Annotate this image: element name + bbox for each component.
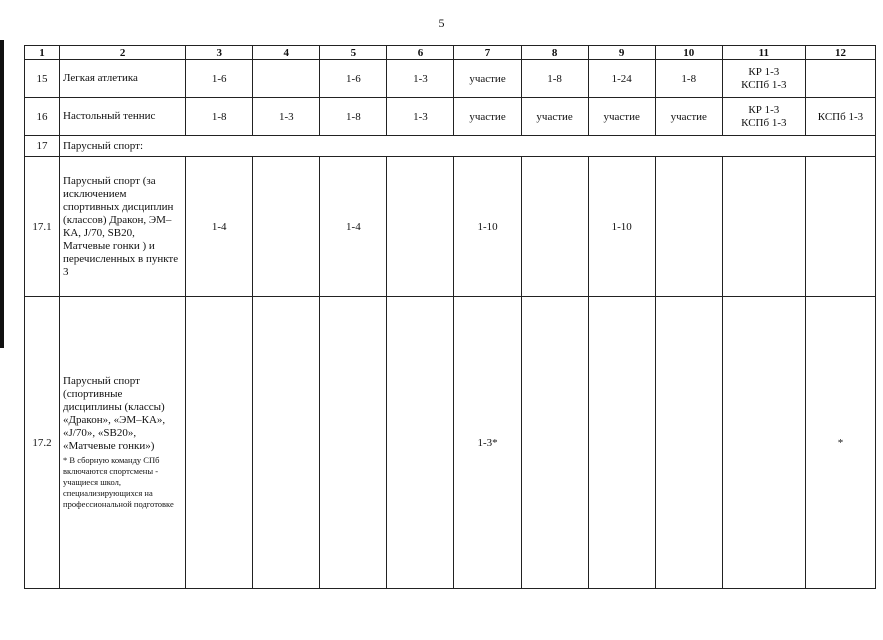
table-cell: 1-10 bbox=[454, 157, 521, 297]
results-table bbox=[24, 45, 876, 589]
table-row bbox=[25, 60, 876, 98]
table-cell: участие bbox=[521, 98, 588, 136]
table-cell: участие bbox=[655, 98, 722, 136]
table-cell bbox=[722, 98, 805, 136]
table-row bbox=[25, 98, 876, 136]
col-header-10: 10 bbox=[655, 46, 722, 60]
col-header-5: 5 bbox=[320, 46, 387, 60]
table-cell bbox=[387, 157, 454, 297]
col-header-8: 8 bbox=[521, 46, 588, 60]
footnote: * В сборную команду СПб включаются спортсмены - учащиеся школ, специализирующихся на профессиональной подготовке bbox=[63, 455, 174, 509]
col-header-1: 1 bbox=[25, 46, 60, 60]
col-header-9: 9 bbox=[588, 46, 655, 60]
row-number: 17.1 bbox=[25, 157, 60, 297]
table-cell: 1-4 bbox=[320, 157, 387, 297]
col-header-6: 6 bbox=[387, 46, 454, 60]
table-cell bbox=[588, 297, 655, 589]
table-cell: 1-8 bbox=[655, 60, 722, 98]
table-cell bbox=[387, 297, 454, 589]
table-cell: 1-24 bbox=[588, 60, 655, 98]
table-cell: 1-3 bbox=[387, 98, 454, 136]
page-number: 5 bbox=[438, 16, 445, 30]
scan-edge-bar bbox=[0, 40, 4, 348]
table-cell: 1-3 bbox=[253, 98, 320, 136]
sport-name: Настольный теннис bbox=[60, 98, 186, 136]
col-header-4: 4 bbox=[253, 46, 320, 60]
col-header-2: 2 bbox=[60, 46, 186, 60]
table-cell bbox=[655, 157, 722, 297]
table-cell: участие bbox=[588, 98, 655, 136]
table-cell: 1-8 bbox=[186, 98, 253, 136]
sport-name: Легкая атлетика bbox=[60, 60, 186, 98]
table-cell bbox=[253, 60, 320, 98]
table-cell bbox=[253, 157, 320, 297]
table-cell: 1-6 bbox=[320, 60, 387, 98]
col-header-7: 7 bbox=[454, 46, 521, 60]
table-cell bbox=[521, 157, 588, 297]
table-cell bbox=[521, 297, 588, 589]
table-cell: 1-3* bbox=[454, 297, 521, 589]
sport-name: Парусный спорт (за исключением спортивных дисциплин (классов) Дракон, ЭМ–КА, J/70, SB20, Матчевые гонки ) и перечисленных в пункте 3 bbox=[60, 157, 186, 297]
table-cell: 1-6 bbox=[186, 60, 253, 98]
table-cell bbox=[186, 297, 253, 589]
table-cell bbox=[722, 297, 805, 589]
table-cell bbox=[805, 60, 875, 98]
cell-line: КР 1-3 bbox=[748, 65, 780, 78]
table-row bbox=[25, 297, 876, 589]
cell-line: КР 1-3 bbox=[748, 103, 780, 116]
section-heading: Парусный спорт: bbox=[60, 136, 876, 157]
table-cell: 1-4 bbox=[186, 157, 253, 297]
table-cell: участие bbox=[454, 98, 521, 136]
row-number: 15 bbox=[25, 60, 60, 98]
row-number: 16 bbox=[25, 98, 60, 136]
sport-name: Парусный спорт (спортивные дисциплины (классы) «Дракон», «ЭМ–КА», «J/70», «SB20», «Матчевые гонки») bbox=[63, 375, 166, 452]
table-cell: КСПб 1-3 bbox=[805, 98, 875, 136]
table-row bbox=[25, 157, 876, 297]
header-row bbox=[25, 46, 876, 60]
col-header-3: 3 bbox=[186, 46, 253, 60]
sport-name-cell bbox=[60, 297, 186, 589]
table-cell bbox=[253, 297, 320, 589]
table-cell: 1-10 bbox=[588, 157, 655, 297]
col-header-12: 12 bbox=[805, 46, 875, 60]
table-cell: 1-8 bbox=[320, 98, 387, 136]
table-cell bbox=[655, 297, 722, 589]
cell-line: КСПб 1-3 bbox=[741, 78, 787, 91]
table-cell bbox=[722, 60, 805, 98]
row-number: 17.2 bbox=[25, 297, 60, 589]
row-number: 17 bbox=[25, 136, 60, 157]
table-cell bbox=[722, 157, 805, 297]
table-cell bbox=[805, 157, 875, 297]
table-cell bbox=[320, 297, 387, 589]
col-header-11: 11 bbox=[722, 46, 805, 60]
table-row bbox=[25, 136, 876, 157]
table-cell: 1-3 bbox=[387, 60, 454, 98]
table-cell: 1-8 bbox=[521, 60, 588, 98]
table-cell: участие bbox=[454, 60, 521, 98]
cell-line: КСПб 1-3 bbox=[741, 116, 787, 129]
table-cell: * bbox=[805, 297, 875, 589]
